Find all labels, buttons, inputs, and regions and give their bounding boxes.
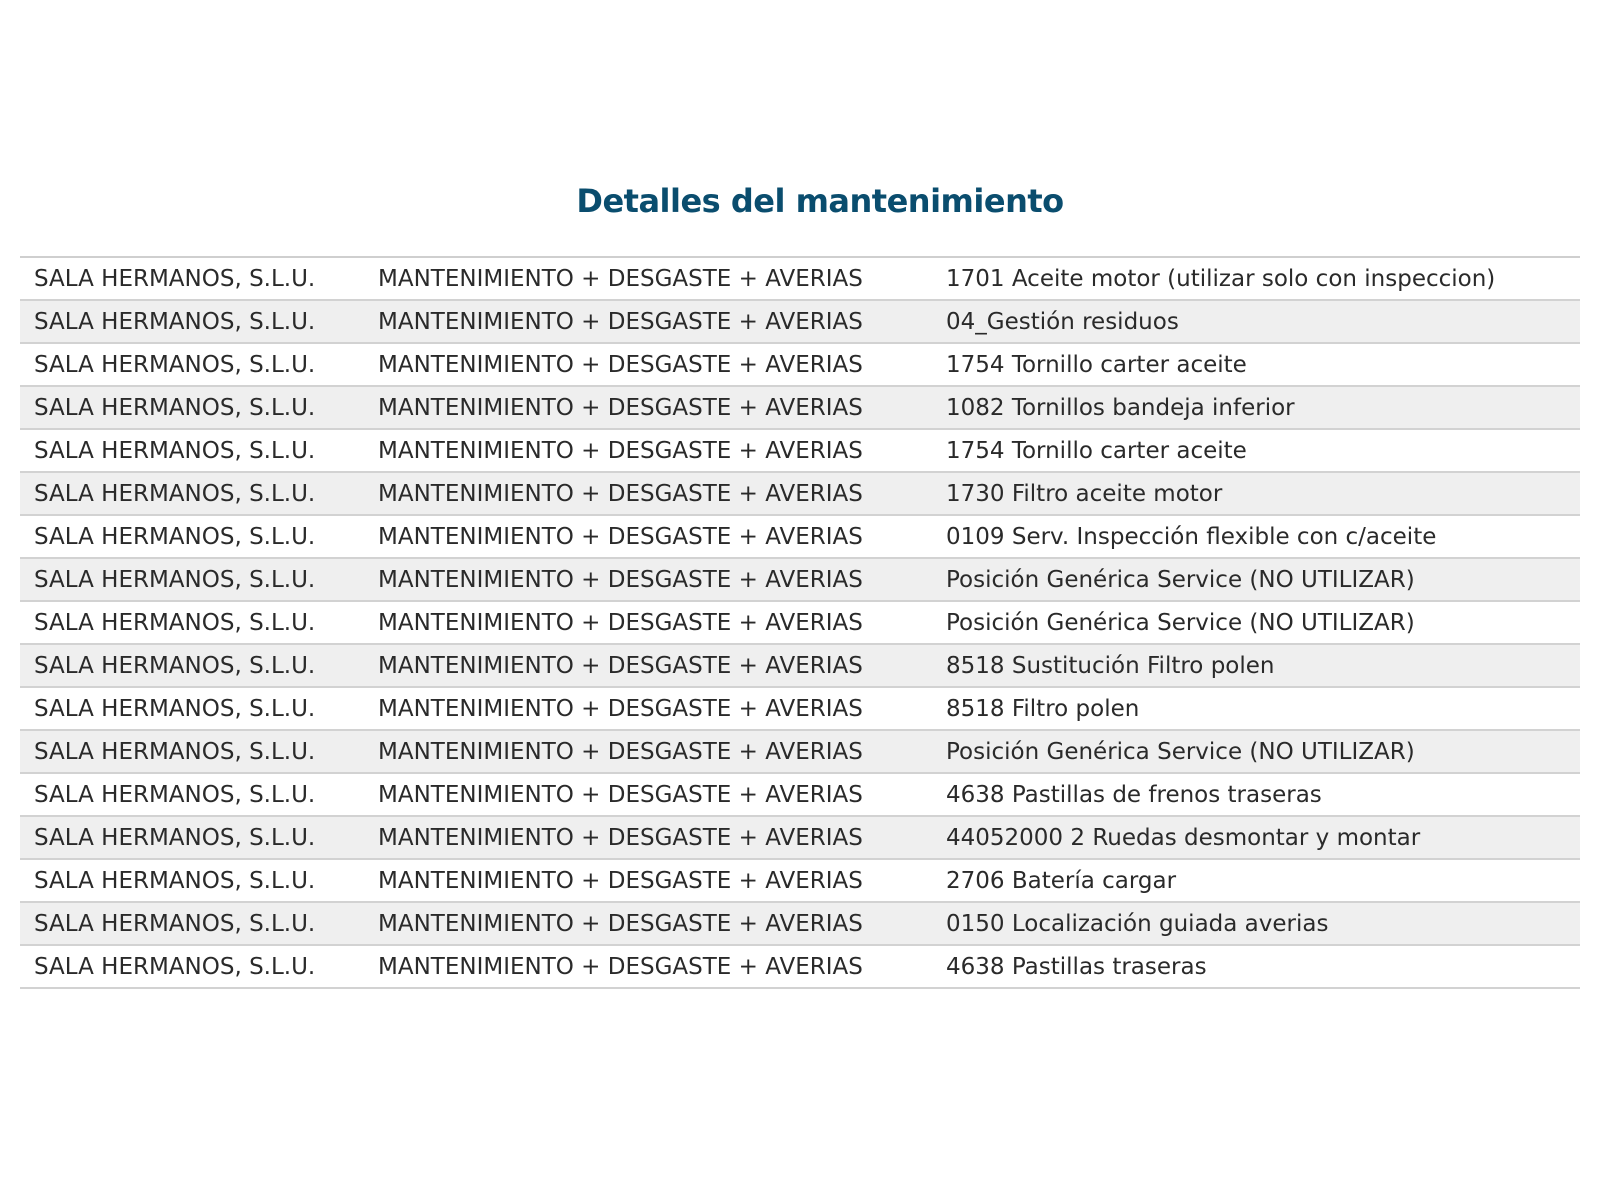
table-row xyxy=(20,903,1580,946)
item-cell: 04_Gestión residuos xyxy=(946,308,1179,335)
table-row xyxy=(20,860,1580,903)
category-cell: MANTENIMIENTO + DESGASTE + AVERIAS xyxy=(378,738,863,765)
table-row xyxy=(20,473,1580,516)
company-cell: SALA HERMANOS, S.L.U. xyxy=(34,480,316,507)
item-cell: 8518 Filtro polen xyxy=(946,695,1140,722)
item-cell: 4638 Pastillas traseras xyxy=(946,953,1207,980)
category-cell: MANTENIMIENTO + DESGASTE + AVERIAS xyxy=(378,480,863,507)
company-cell: SALA HERMANOS, S.L.U. xyxy=(34,781,316,808)
company-cell: SALA HERMANOS, S.L.U. xyxy=(34,953,316,980)
category-cell: MANTENIMIENTO + DESGASTE + AVERIAS xyxy=(378,609,863,636)
category-cell: MANTENIMIENTO + DESGASTE + AVERIAS xyxy=(378,867,863,894)
page-title: Detalles del mantenimiento xyxy=(576,182,1064,220)
item-cell: Posición Genérica Service (NO UTILIZAR) xyxy=(946,738,1415,765)
item-cell: 1730 Filtro aceite motor xyxy=(946,480,1223,507)
company-cell: SALA HERMANOS, S.L.U. xyxy=(34,351,316,378)
item-cell: 1754 Tornillo carter aceite xyxy=(946,437,1247,464)
item-cell: Posición Genérica Service (NO UTILIZAR) xyxy=(946,609,1415,636)
table-row xyxy=(20,645,1580,688)
company-cell: SALA HERMANOS, S.L.U. xyxy=(34,308,316,335)
item-cell: 1701 Aceite motor (utilizar solo con inspeccion) xyxy=(946,265,1496,292)
company-cell: SALA HERMANOS, S.L.U. xyxy=(34,652,316,679)
company-cell: SALA HERMANOS, S.L.U. xyxy=(34,394,316,421)
category-cell: MANTENIMIENTO + DESGASTE + AVERIAS xyxy=(378,695,863,722)
maintenance-table xyxy=(20,256,1580,989)
category-cell: MANTENIMIENTO + DESGASTE + AVERIAS xyxy=(378,652,863,679)
table-row xyxy=(20,516,1580,559)
company-cell: SALA HERMANOS, S.L.U. xyxy=(34,265,316,292)
category-cell: MANTENIMIENTO + DESGASTE + AVERIAS xyxy=(378,437,863,464)
company-cell: SALA HERMANOS, S.L.U. xyxy=(34,695,316,722)
category-cell: MANTENIMIENTO + DESGASTE + AVERIAS xyxy=(378,394,863,421)
company-cell: SALA HERMANOS, S.L.U. xyxy=(34,609,316,636)
category-cell: MANTENIMIENTO + DESGASTE + AVERIAS xyxy=(378,953,863,980)
item-cell: 0109 Serv. Inspección flexible con c/aceite xyxy=(946,523,1437,550)
table-row xyxy=(20,344,1580,387)
company-cell: SALA HERMANOS, S.L.U. xyxy=(34,437,316,464)
category-cell: MANTENIMIENTO + DESGASTE + AVERIAS xyxy=(378,265,863,292)
company-cell: SALA HERMANOS, S.L.U. xyxy=(34,523,316,550)
table-row xyxy=(20,559,1580,602)
item-cell: 44052000 2 Ruedas desmontar y montar xyxy=(946,824,1421,851)
category-cell: MANTENIMIENTO + DESGASTE + AVERIAS xyxy=(378,523,863,550)
category-cell: MANTENIMIENTO + DESGASTE + AVERIAS xyxy=(378,824,863,851)
table-row xyxy=(20,946,1580,989)
company-cell: SALA HERMANOS, S.L.U. xyxy=(34,910,316,937)
table-row xyxy=(20,387,1580,430)
item-cell: 8518 Sustitución Filtro polen xyxy=(946,652,1275,679)
company-cell: SALA HERMANOS, S.L.U. xyxy=(34,867,316,894)
table-row xyxy=(20,602,1580,645)
table-row xyxy=(20,430,1580,473)
company-cell: SALA HERMANOS, S.L.U. xyxy=(34,738,316,765)
item-cell: Posición Genérica Service (NO UTILIZAR) xyxy=(946,566,1415,593)
table-row xyxy=(20,774,1580,817)
category-cell: MANTENIMIENTO + DESGASTE + AVERIAS xyxy=(378,781,863,808)
item-cell: 4638 Pastillas de frenos traseras xyxy=(946,781,1322,808)
item-cell: 2706 Batería cargar xyxy=(946,867,1177,894)
company-cell: SALA HERMANOS, S.L.U. xyxy=(34,824,316,851)
company-cell: SALA HERMANOS, S.L.U. xyxy=(34,566,316,593)
category-cell: MANTENIMIENTO + DESGASTE + AVERIAS xyxy=(378,308,863,335)
table-row xyxy=(20,258,1580,301)
item-cell: 1082 Tornillos bandeja inferior xyxy=(946,394,1295,421)
category-cell: MANTENIMIENTO + DESGASTE + AVERIAS xyxy=(378,910,863,937)
table-row xyxy=(20,301,1580,344)
table-row xyxy=(20,817,1580,860)
item-cell: 0150 Localización guiada averias xyxy=(946,910,1329,937)
item-cell: 1754 Tornillo carter aceite xyxy=(946,351,1247,378)
table-row xyxy=(20,688,1580,731)
category-cell: MANTENIMIENTO + DESGASTE + AVERIAS xyxy=(378,351,863,378)
table-row xyxy=(20,731,1580,774)
category-cell: MANTENIMIENTO + DESGASTE + AVERIAS xyxy=(378,566,863,593)
